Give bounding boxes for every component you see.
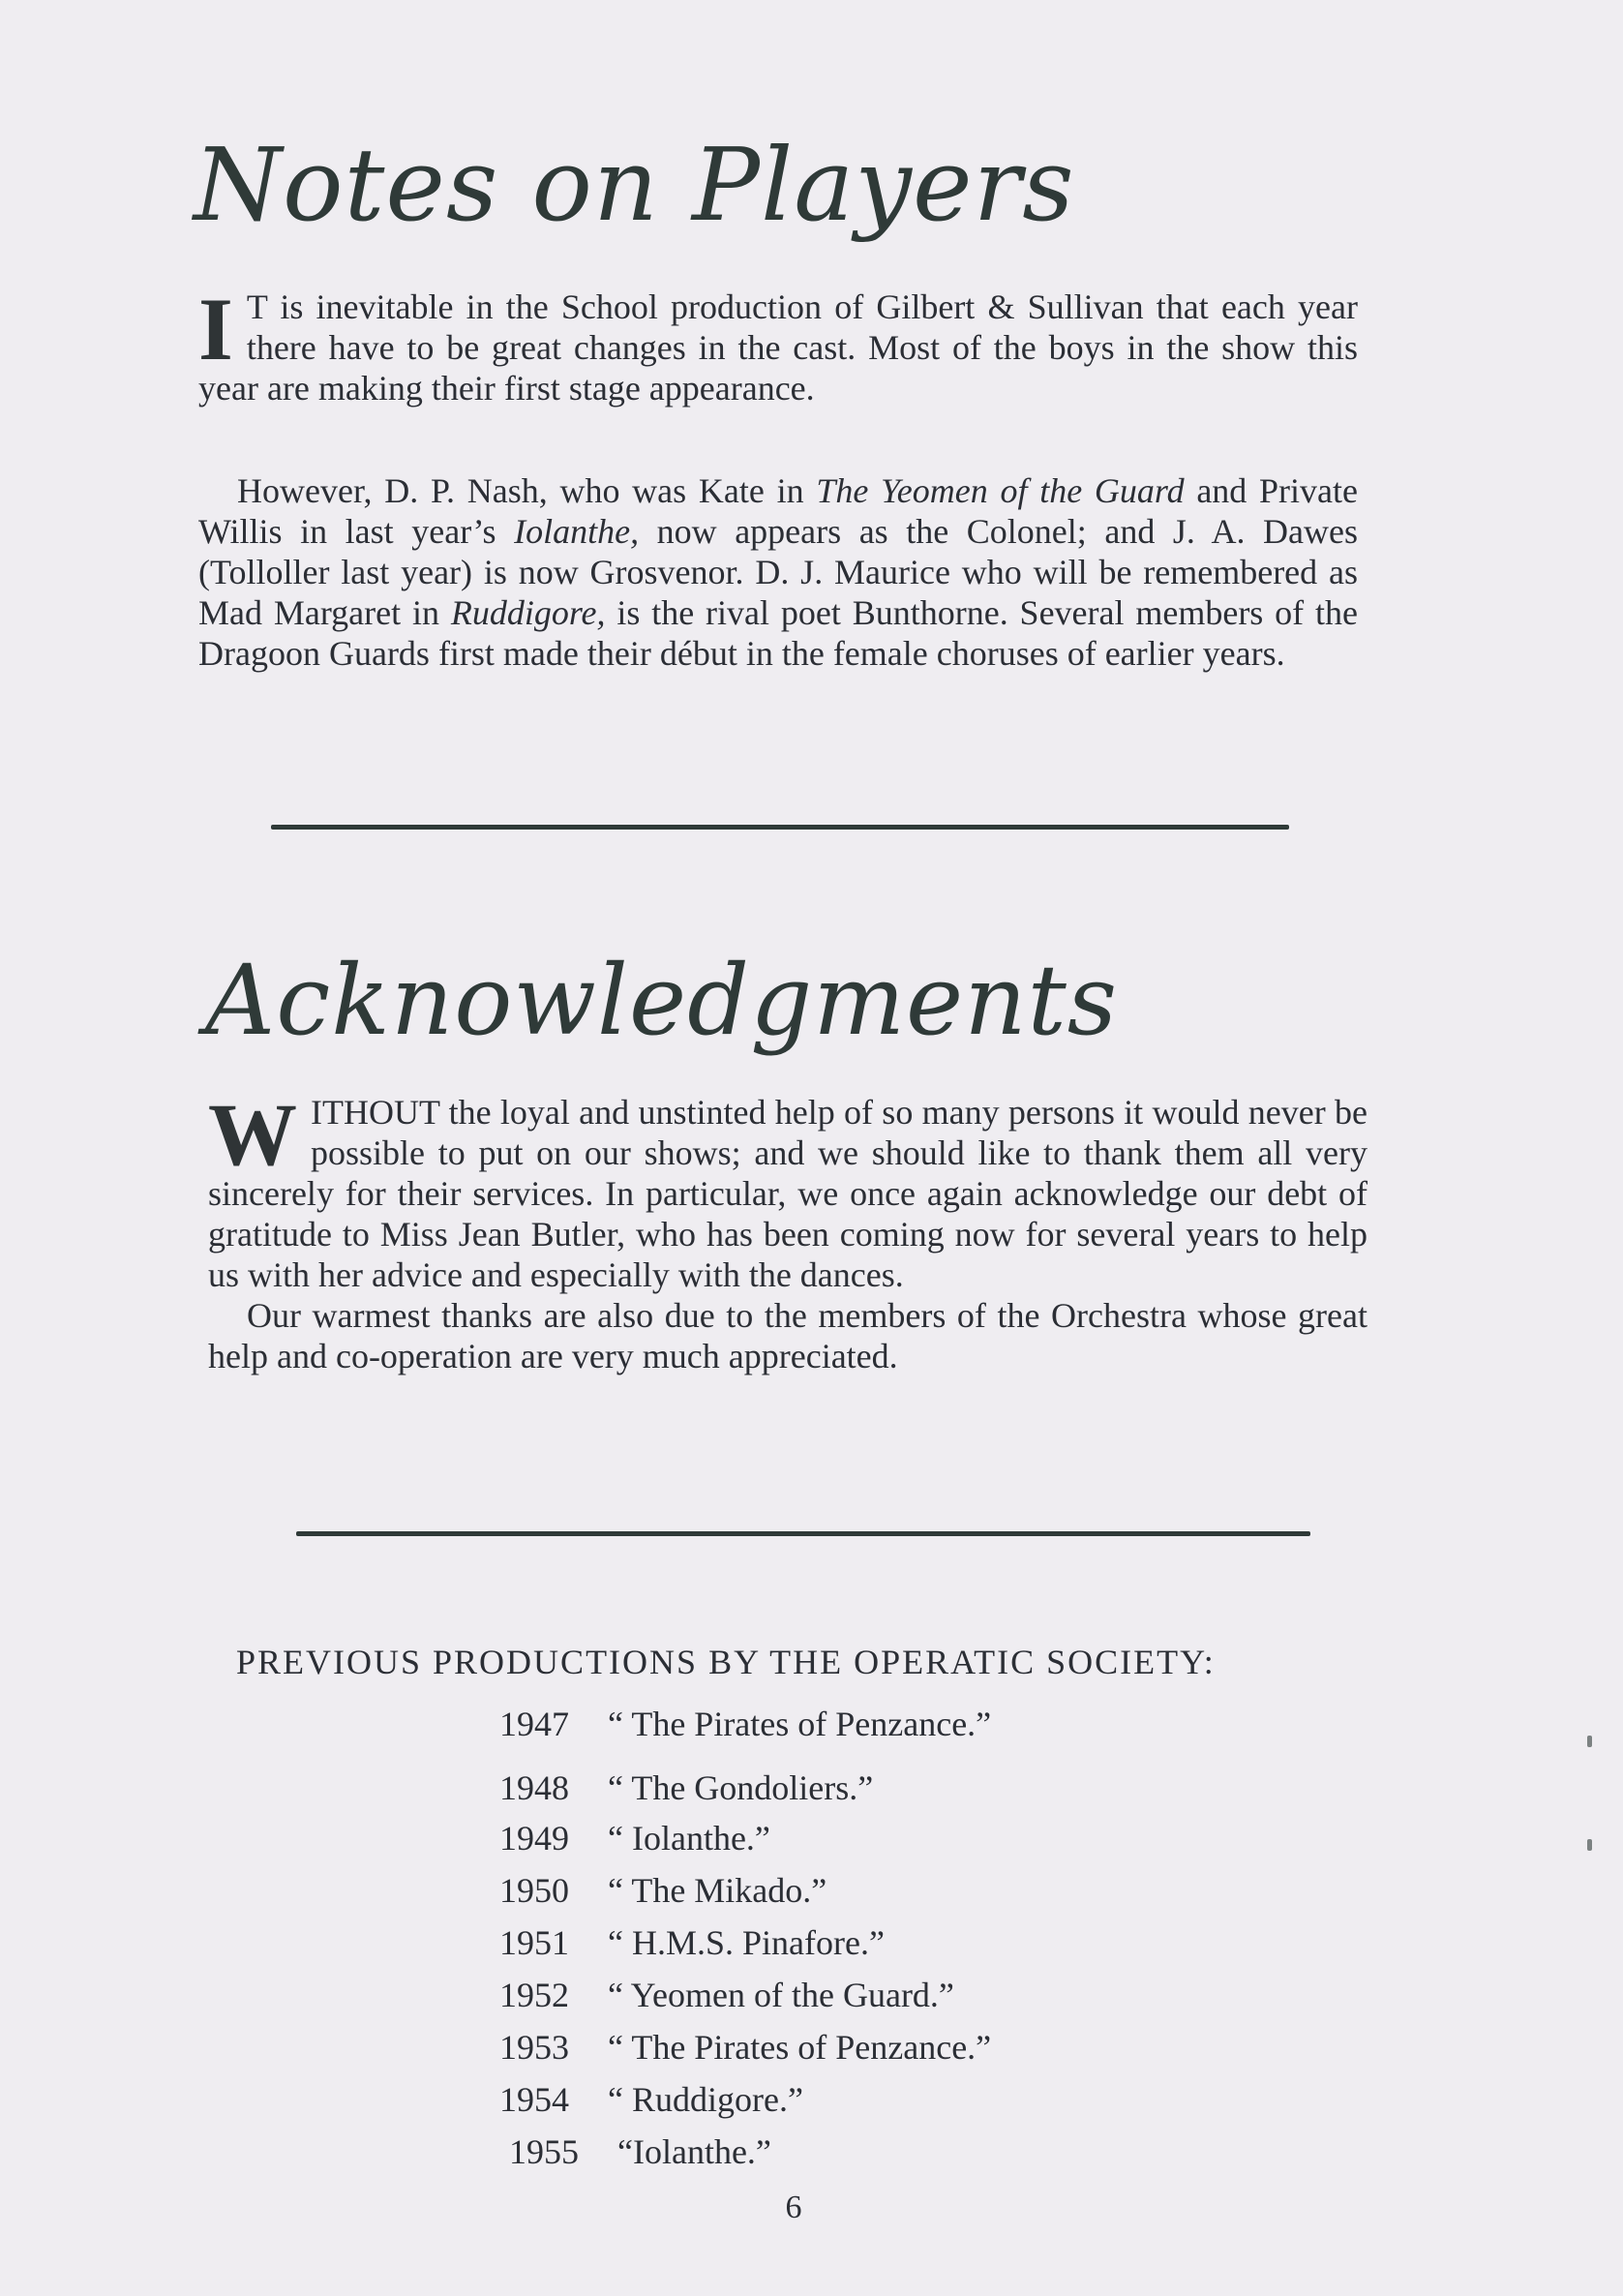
drop-cap-i: I (198, 280, 233, 378)
production-year: 1953 (499, 2028, 569, 2067)
production-row (499, 1767, 1177, 1808)
production-title: “ The Pirates of Penzance.” (608, 2028, 992, 2067)
notes-p2-text-a: However, D. P. Nash, who was Kate in (237, 471, 817, 510)
production-title: “ The Gondoliers.” (608, 1768, 874, 1807)
previous-productions-title: PREVIOUS PRODUCTIONS BY THE OPERATIC SOCIETY: (236, 1643, 1216, 1681)
notes-p2-text-d: is the rival poet Bunthorne. Several members of the Dragoon Guards first made their début in the female choruses of earlier years. (198, 593, 1358, 673)
section-divider-2 (296, 1531, 1310, 1536)
notes-heading: Notes on Players (194, 126, 1075, 244)
title-ruddigore: Ruddigore, (450, 593, 606, 632)
production-title: “ Ruddigore.” (608, 2080, 803, 2119)
production-row (499, 1922, 1177, 1963)
production-title: “ The Mikado.” (608, 1871, 827, 1910)
production-year: 1950 (499, 1871, 569, 1910)
production-title: “Iolanthe.” (617, 2132, 771, 2171)
production-row (499, 2079, 1177, 2120)
notes-paragraph-1 (198, 280, 1358, 408)
production-year: 1947 (499, 1705, 569, 1743)
acknowledgments-paragraph (208, 1085, 1368, 1376)
production-title: “ Yeomen of the Guard.” (608, 1976, 954, 2014)
title-yeomen: The Yeomen of the Guard (816, 471, 1185, 510)
production-row (499, 1704, 1177, 1744)
title-iolanthe: Iolanthe, (514, 512, 640, 551)
acknowledgments-text-2: Our warmest thanks are also due to the members of the Orchestra whose great help and co-operation are very much appreciated. (208, 1296, 1368, 1375)
production-row (499, 1818, 1177, 1858)
production-title: “ Iolanthe.” (608, 1819, 770, 1858)
production-row (509, 2131, 1187, 2172)
notes-paragraph-1-text: T is inevitable in the School production of Gilbert & Sullivan that each year there have to be great changes in the cast. Most of the boys in the show this year are making their first stage appearance. (198, 287, 1358, 408)
scan-speck (1587, 1839, 1592, 1851)
drop-cap-w: W (208, 1085, 297, 1184)
production-row (499, 1975, 1177, 2015)
production-year: 1948 (499, 1768, 569, 1807)
production-year: 1949 (499, 1819, 569, 1858)
acknowledgments-text-1: ITHOUT the loyal and unstinted help of so many persons it would never be possible to put on our shows; and we should like to thank them all very sincerely for their services. In particular, we once again acknowledge our debt of gratitude to Miss Jean Butler, who has been coming now for several years to help us with her advice and especially with the dances. (208, 1093, 1368, 1294)
notes-p2-text-c: now appears as the Colonel; and J. A. Dawes (Tolloller last year) is now Grosvenor. D. J. Maurice who will be remembered as Mad Margaret in (198, 512, 1358, 632)
production-year: 1955 (509, 2132, 579, 2171)
production-row (499, 1870, 1177, 1911)
production-year: 1954 (499, 2080, 569, 2119)
acknowledgments-heading: Acknowledgments (205, 944, 1119, 1057)
production-year: 1951 (499, 1923, 569, 1962)
production-title: “ The Pirates of Penzance.” (608, 1705, 992, 1743)
production-title: “ H.M.S. Pinafore.” (608, 1923, 885, 1962)
notes-p2-text-b: and Private Willis in last year’s (198, 471, 1359, 551)
production-row (499, 2027, 1177, 2068)
section-divider-1 (271, 825, 1289, 830)
production-year: 1952 (499, 1976, 569, 2014)
notes-paragraph-2 (198, 470, 1358, 674)
scan-speck (1587, 1736, 1592, 1747)
page-number: 6 (785, 2190, 802, 2225)
